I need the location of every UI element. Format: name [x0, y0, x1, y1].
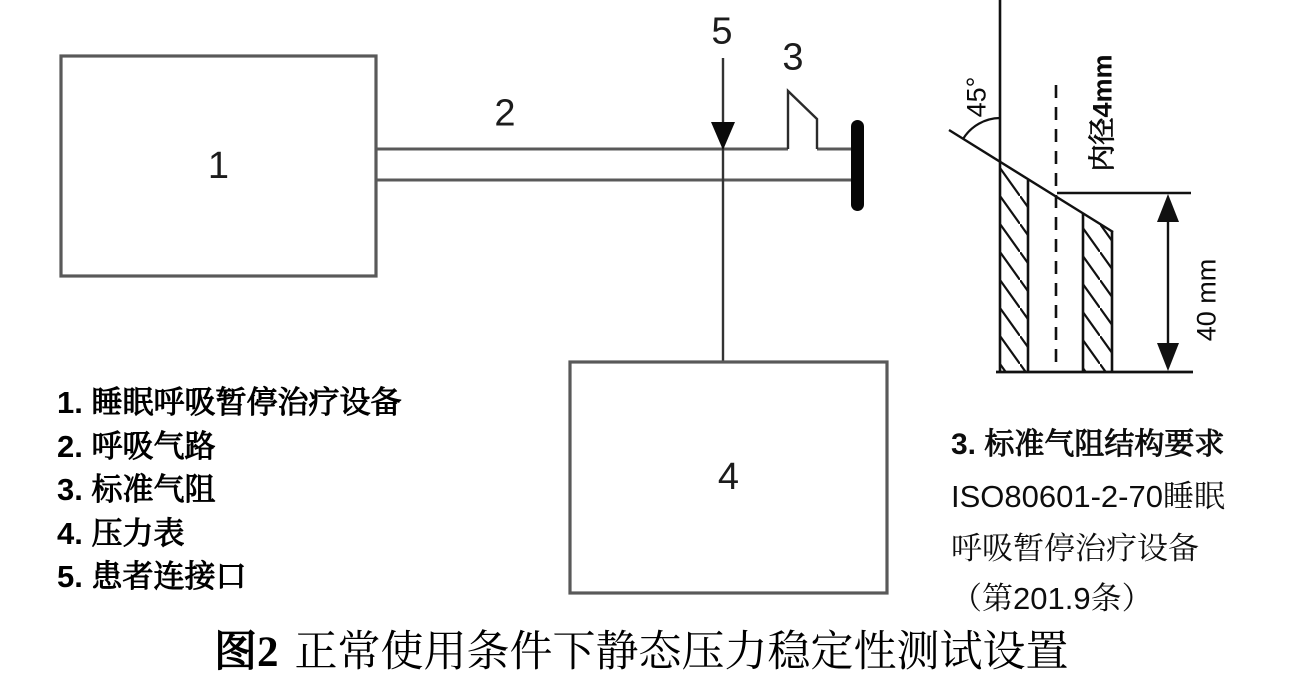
- device-number: 1: [207, 144, 230, 187]
- legend-item-port: 5. 患者连接口: [57, 559, 247, 594]
- note-line-clause: （第201.9条）: [951, 581, 1153, 616]
- angle-arc: [963, 118, 1000, 139]
- arrow-up-icon: [1157, 194, 1179, 222]
- resistor-number: 3: [782, 36, 804, 79]
- legend-list: [57, 381, 401, 599]
- note-line-device: 呼吸暂停治疗设备: [951, 531, 1199, 566]
- gauge-number: 4: [717, 456, 740, 498]
- angle-label: 45°: [961, 76, 992, 118]
- legend-item-gauge: 4. 压力表: [57, 515, 185, 551]
- standard-resistor-symbol: [788, 91, 817, 149]
- legend-item-circuit: 2. 呼吸气路: [57, 428, 216, 464]
- port-number: 5: [711, 10, 733, 53]
- circuit-number: 2: [494, 92, 516, 135]
- caption-number: 图2: [214, 629, 279, 676]
- legend-item-device: 1. 睡眠呼吸暂停治疗设备: [57, 385, 402, 420]
- bore-diameter-label: 内径4mm: [1087, 54, 1118, 172]
- legend-item-resistor: 3. 标准气阻: [57, 472, 216, 507]
- caption-title: 正常使用条件下静态压力稳定性测试设置: [294, 629, 1069, 676]
- arrow-down-icon: [1157, 343, 1179, 371]
- arrow-down-icon: [711, 122, 735, 150]
- resistor-cross-section: [949, 0, 1193, 372]
- dimension-arrow: [1157, 194, 1179, 371]
- note-line-standard: ISO80601-2-70睡眠: [951, 479, 1225, 514]
- note-line-title: 3. 标准气阻结构要求: [951, 428, 1225, 461]
- length-label: 40 mm: [1191, 258, 1222, 342]
- tube-end-cap: [851, 120, 864, 211]
- left-wall-hatch: [1000, 162, 1028, 372]
- patient-port-arrow: [711, 58, 735, 362]
- right-wall-hatch: [1083, 213, 1112, 372]
- figure-caption: [214, 618, 1069, 679]
- breathing-circuit-tube: [376, 149, 853, 180]
